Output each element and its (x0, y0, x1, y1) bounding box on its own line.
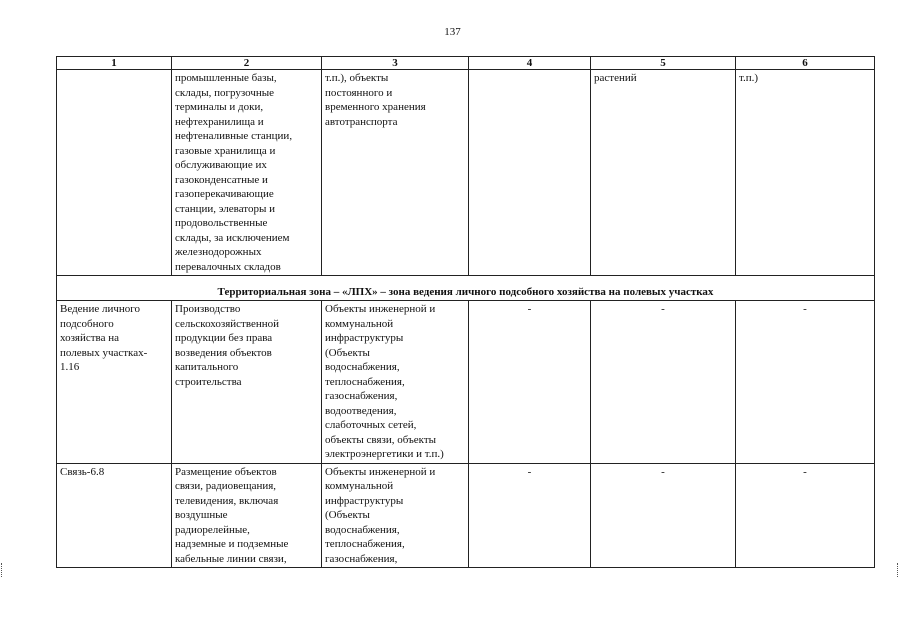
col-header-2: 2 (172, 57, 322, 70)
cell-line: инфраструктуры (325, 332, 404, 344)
cell-line: Ведение личного (60, 303, 140, 315)
cell-line: инфраструктуры (325, 494, 404, 507)
cell-line: возведения объектов (175, 346, 272, 359)
cell-line: продовольственные (175, 217, 268, 229)
cell-line: газоперекачивающие (175, 188, 274, 200)
cell-line: (Объекты (325, 509, 370, 521)
scan-edge-mark-right (897, 563, 902, 577)
cell-line: электроэнергетики и т.п.) (325, 448, 444, 460)
cell-use-name (57, 463, 172, 568)
cell-line: газоконденсатные и (175, 173, 268, 186)
cell-line: перевалочных складов (175, 260, 281, 273)
cell-col4: - (469, 301, 591, 464)
cell-line: Связь-6.8 (60, 465, 105, 478)
cell-line: подсобного (60, 317, 114, 330)
cell-auxiliary-uses (322, 301, 469, 464)
cell-line: склады, за исключением (175, 231, 290, 244)
col-header-6: 6 (736, 57, 875, 70)
cell-line: 1.16 (60, 361, 80, 373)
cell-line: сельскохозяйственной (175, 317, 280, 330)
cell-line: водоснабжения, (325, 361, 400, 373)
cell-use-name (57, 70, 172, 276)
cell-line: т.п.), объекты (325, 72, 389, 84)
regulations-table (56, 56, 875, 568)
table-row (57, 463, 875, 568)
cell-col6: - (736, 463, 875, 568)
cell-line: Размещение объектов (175, 465, 277, 478)
col-header-3: 3 (322, 57, 469, 70)
continuation-row (57, 70, 875, 276)
cell-line: водоотведения, (325, 404, 397, 417)
cell-line: теплоснабжения, (325, 538, 405, 550)
zone-title-row (57, 276, 875, 301)
cell-line: газоснабжения, (325, 390, 398, 402)
cell-col5: растений (591, 70, 736, 276)
cell-line: обслуживающие их (175, 159, 267, 171)
cell-line: нефтехранилища и (175, 115, 264, 128)
cell-line: автотранспорта (325, 115, 398, 128)
zone-title: Территориальная зона – «ЛПХ» – зона ведения личного подсобного хозяйства на полевых участках (57, 276, 875, 301)
cell-use-description (172, 463, 322, 568)
cell-line: газовые хранилища и (175, 144, 276, 157)
cell-line: телевидения, включая (175, 494, 279, 507)
cell-line: хозяйства на (60, 332, 120, 344)
cell-line: временного хранения (325, 101, 426, 113)
cell-line: терминалы и доки, (175, 101, 264, 113)
cell-line: склады, погрузочные (175, 86, 275, 99)
cell-line: строительства (175, 375, 242, 388)
table-row (57, 301, 875, 464)
cell-line: связи, радиовещания, (175, 480, 277, 492)
cell-use-name (57, 301, 172, 464)
cell-line: слаботочных сетей, (325, 419, 417, 431)
cell-line: теплоснабжения, (325, 375, 405, 388)
cell-line: станции, элеваторы и (175, 202, 275, 215)
cell-col4 (469, 70, 591, 276)
col-header-5: 5 (591, 57, 736, 70)
scan-edge-mark-left (1, 563, 6, 577)
col-header-1: 1 (57, 57, 172, 70)
cell-line: воздушные (175, 509, 228, 521)
cell-use-description (172, 70, 322, 276)
cell-line: полевых участках- (60, 346, 148, 359)
cell-col5: - (591, 463, 736, 568)
cell-line: коммунальной (325, 480, 394, 492)
cell-line: постоянного и (325, 86, 393, 99)
cell-line: водоснабжения, (325, 523, 400, 536)
cell-line: коммунальной (325, 317, 394, 330)
cell-col4: - (469, 463, 591, 568)
cell-col5: - (591, 301, 736, 464)
cell-line: надземные и подземные (175, 538, 289, 550)
cell-line: газоснабжения, (325, 552, 398, 565)
cell-line: железнодорожных (175, 246, 262, 258)
cell-line: продукции без права (175, 332, 273, 344)
cell-col6: - (736, 301, 875, 464)
cell-line: промышленные базы, (175, 72, 277, 84)
cell-auxiliary-uses (322, 70, 469, 276)
cell-line: кабельные линии связи, (175, 552, 287, 565)
cell-line: Производство (175, 303, 241, 315)
cell-col6: т.п.) (736, 70, 875, 276)
cell-line: радиорелейные, (175, 523, 250, 536)
cell-line: Объекты инженерной и (325, 465, 436, 478)
col-header-4: 4 (469, 57, 591, 70)
cell-auxiliary-uses (322, 463, 469, 568)
cell-line: (Объекты (325, 346, 370, 359)
cell-line: объекты связи, объекты (325, 433, 437, 446)
column-number-row (57, 57, 875, 70)
cell-line: нефтеналивные станции, (175, 130, 293, 142)
cell-line: капитального (175, 361, 239, 373)
page-number: 137 (444, 26, 461, 38)
cell-use-description (172, 301, 322, 464)
cell-line: Объекты инженерной и (325, 303, 436, 315)
